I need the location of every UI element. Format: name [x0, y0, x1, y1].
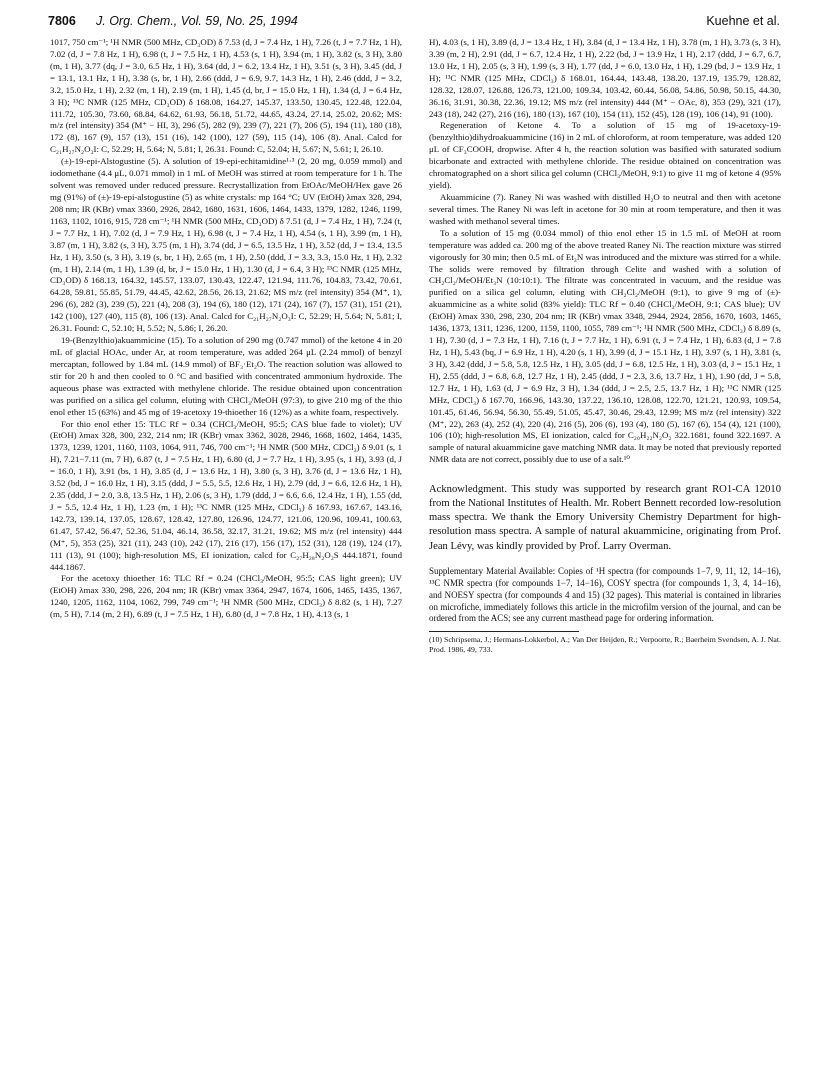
acknowledgment: Acknowledgment. This study was supported by research grant RO1-CA 12010 from the National Institutes of Health. Mr. Robert Bennett recorded low-resolution mass spectra. We thank the Emory University Chemistry Department for high-resolution mass spectra. A sample of natural akuammicine, originating from Prof. Jean Lévy, was kindly provided by Prof. Larry Overman. — [429, 484, 781, 552]
supplementary-material: Supplementary Material Available: Copies of ¹H spectra (for compounds 1−7, 9, 11, 12, 14−16), ¹³C NMR spectra (for compounds 1−7, 14−16), COSY spectra (for compounds 1, 3, 4, 14−16), and NOESY spectra (for compounds 4 and 15) (32 pages). This material is contained in libraries on microfiche, immediately follows this article in the microfilm version of the journal, and can be ordered from the ACS; see any current masthead page for ordering information. — [429, 565, 781, 624]
paragraph: 19-(Benzylthio)akuammicine (15). To a solution of 290 mg (0.747 mmol) of the ketone 4 in 20 mL of glacial HOAc, under Ar, at room temperature, was added 264 μL (2.24 mmol) of benzyl mercaptan, followed by 1.84 mL (14.9 mmol) of BF₃·Et₂O. The reaction solution was allowed to stir for 20 h and then cooled to 0 °C and basified with concentrated ammonium hydroxide. The aqueous phase was extracted with methylene chloride. The residue obtained upon concentration was purified on a silica gel column, eluting with CHCl₃/MeOH (97:3), to give 210 mg of the thio enol ether 15 (63%) and 45 mg of 19-acetoxy 19-thioether 16 (12%) as a white foam, respectively. — [50, 335, 402, 417]
paragraph: 1017, 750 cm⁻¹; ¹H NMR (500 MHz, CD₃OD) δ 7.53 (d, J = 7.4 Hz, 1 H), 7.26 (t, J = 7.7 Hz, 1 H), 7.02 (d, J = 7.8 Hz, 1 H), 6.98 (t, J = 7.5 Hz, 1 H), 4.53 (s, 1 H), 3.94 (m, 1 H), 3.82 (s, 3 H), 3.80 (m, 1 H), 3.77 (dq, J = 3.0, 6.5 Hz, 1 H), 3.64 (dd, J = 6.2, 13.4 Hz, 1 H), 3.51 (s, 3 H), 3.45 (dd, J = 13.1, 13.1 Hz, 1 H), 3.38 (s, br, 1 H), 2.66 (ddd, J = 6.9, 9.7, 14.3 Hz, 1 H), 2.46 (ddd, J = 3.2, 3.2, 15.0 Hz, 1 H), 2.32 (m, 1 H), 2.19 (m, 1 H), 1.45 (d, br, J = 15.0 Hz, 1 H), 1.34 (d, J = 6.4 Hz, 3 H); ¹³C NMR (125 MHz, CD₃OD) δ 168.08, 164.27, 145.37, 133.50, 130.45, 122.48, 122.04, 111.72, 105.30, 73.60, 68.84, 64.62, 61.93, 56.18, 51.72, 44.65, 43.24, 27.14, 25.02, 20.62; MS: m/z (rel intensity) 354 (M⁺ − HI, 3), 296 (5), 282 (9), 239 (7), 221 (7), 206 (5), 194 (11), 180 (18), 172 (8), 167 (9), 157 (13), 151 (16), 142 (100), 127 (59), 115 (14), 106 (8). Anal. Calcd for C₂₁H₂₇N₂O₃I: C, 52.29; H, 5.64; N, 5.81; I, 26.31. Found: C, 52.04; H, 5.67; N, 5.61; I, 26.10. — [50, 37, 402, 155]
footnote-divider — [429, 631, 579, 632]
left-column — [50, 37, 402, 621]
paragraph: (±)-19-epi-Alstogustine (5). A solution of 19-epi-echitamidine¹·³ (2, 20 mg, 0.059 mmol) and iodomethane (4.4 μL, 0.071 mmol) in 1 mL of MeOH was stirred at room temperature for 1 h. The solvent was removed under reduced pressure. Recrystallization from EtOAc/MeOH/Hex gave 26 mg (91%) of (±)-19-epi-alstogustine (5) as white crystals: mp 164 °C; UV (EtOH) λmax 328, 294, 208 nm; IR (KBr) νmax 3360, 2926, 2842, 1680, 1631, 1606, 1464, 1433, 1379, 1282, 1246, 1199, 1163, 1102, 1016, 915, 728 cm⁻¹; ¹H NMR (500 MHz, CD₃OD) δ 7.51 (d, J = 7.4 Hz, 1 H), 7.24 (t, J = 7.7 Hz, 1 H), 7.02 (d, J = 7.9 Hz, 1 H), 6.98 (t, J = 7.4 Hz, 1 H), 4.54 (s, 1 H), 3.99 (m, 1 H), 3.87 (m, 1 H), 3.82 (s, 3 H), 3.75 (m, 1 H), 3.74 (dd, J = 6.5, 13.5 Hz, 1 H), 3.52 (dd, J = 13.4, 13.5 Hz, 1 H), 3.50 (s, 3 H), 3.19 (s, br, 1 H), 2.65 (m, 1 H), 2.50 (ddd, J = 3.3, 3.3, 15.0 Hz, 1 H), 2.32 (m, 1 H), 2.14 (m, 1 H), 1.39 (d, br, J = 15.0 Hz, 1 H), 1.30 (d, J = 6.4, 3 H); ¹³C NMR (125 MHz, CD₃OD) δ 168.13, 164.32, 145.57, 133.07, 130.43, 122.47, 121.94, 111.76, 104.83, 73.42, 70.61, 64.28, 59.81, 55.85, 51.79, 44.45, 42.62, 28.56, 26.13, 21.62; MS m/z (rel intensity) 354 (M⁺, 1), 296 (6), 282 (3), 239 (5), 221 (4), 208 (3), 194 (6), 180 (12), 171 (24), 167 (7), 157 (31), 151 (21), 142 (100), 127 (40), 115 (8), 106 (13). Anal. Calcd for C₂₁H₂₇N₂O₃I: C, 52.29; H, 5.64; N, 5.81; I, 26.31. Found: C, 52.10; H, 5.52; N, 5.86; I, 26.20. — [50, 156, 402, 334]
paragraph: For thio enol ether 15: TLC Rf = 0.34 (CHCl₃/MeOH, 95:5; CAS blue fade to violet); UV (EtOH) λmax 328, 300, 232, 214 nm; IR (KBr) νmax 3362, 3028, 2946, 1668, 1602, 1464, 1435, 1373, 1239, 1201, 1160, 1103, 1064, 911, 746, 700 cm⁻¹; ¹H NMR (500 MHz, CDCl₃) δ 9.01 (s, 1 H), 7.21−7.11 (m, 7 H), 6.87 (t, J = 7.5 Hz, 1 H), 6.80 (d, J = 7.7 Hz, 1 H), 3.95 (s, 1 H), 3.93 (d, J = 16.0, 1 H), 3.91 (bs, 1 H), 3.85 (d, J = 13.6 Hz, 1 H), 3.80 (s, 3 H), 3.76 (d, J = 13.6 Hz, 1 H), 3.52 (bd, J = 16.0 Hz, 1 H), 3.15 (ddd, J = 5.5, 5.5, 12.6 Hz, 1 H), 2.79 (dd, J = 6.6, 12.6 Hz, 1 H), 2.35 (ddd, J = 2.0, 3.8, 13.5 Hz, 1 H), 2.06 (s, 3 H), 1.79 (ddd, J = 6.6, 6.6, 12.4 Hz, 1 H), 1.55 (dd, J = 5.5, 12.4 Hz, 1 H), 1.23 (m, 1 H); ¹³C NMR (125 MHz, CDCl₃) δ 167.93, 167.67, 143.16, 142.73, 139.14, 137.05, 128.67, 128.42, 127.80, 126.96, 124.77, 121.06, 120.96, 109.41, 100.63, 61.47, 57.42, 56.47, 52.36, 51.04, 46.14, 36.58, 32.17, 31.21, 19.62; MS m/z (rel intensity) 444 (M⁺, 5), 353 (25), 321 (11), 243 (10), 242 (17), 216 (17), 156 (17), 152 (31), 128 (19), 124 (17), 111 (13), 91 (100); high-resolution MS, EI ionization, calcd for C₂₇H₂₈N₂O₂S 444.1871, found 444.1867. — [50, 418, 402, 572]
page-number: 7806 — [48, 14, 76, 28]
running-authors: Kuehne et al. — [706, 14, 780, 28]
paragraph: H), 4.03 (s, 1 H), 3.89 (d, J = 13.4 Hz, 1 H), 3.84 (d, J = 13.4 Hz, 1 H), 3.78 (m, 1 H), 3.73 (s, 3 H), 3.39 (m, 2 H), 2.91 (dd, J = 6.7, 12.4 Hz, 1 H), 2.22 (bd, J = 13.9 Hz, 1 H), 2.17 (ddd, J = 6.7, 6.7, 13.0 Hz, 1 H), 2.05 (s, 3 H), 1.99 (s, 3 H), 1.77 (dd, J = 6.0, 13.0 Hz, 1 H), 1.29 (bd, J = 13.9 Hz, 1 H); ¹³C NMR (125 MHz, CDCl₃) δ 168.01, 164.44, 143.48, 138.20, 137.19, 135.79, 128.82, 128.32, 128.07, 126.88, 126.73, 121.00, 109.34, 103.42, 60.44, 56.08, 54.86, 50.98, 50.15, 44.30, 36.16, 31.91, 30.38, 22.36, 19.12; MS m/z (rel intensity) 444 (M⁺ − OAc, 8), 353 (29), 321 (17), 243 (18), 242 (27), 216 (16), 180 (13), 167 (10), 154 (11), 152 (45), 128 (19), 106 (14), 91 (100). — [429, 37, 781, 119]
right-column — [429, 37, 781, 655]
paragraph: For the acetoxy thioether 16: TLC Rf = 0.24 (CHCl₃/MeOH, 95:5; CAS light green); UV (EtOH) λmax 330, 298, 226, 204 nm; IR (KBr) νmax 3364, 2947, 1674, 1606, 1465, 1435, 1367, 1240, 1205, 1162, 1104, 1062, 799, 749 cm⁻¹; ¹H NMR (500 MHz, CDCl₃) δ 8.82 (s, 1 H), 7.27 (m, 5 H), 7.14 (m, 2 H), 6.89 (t, J = 7.5 Hz, 1 H), 6.80 (d, J = 7.8 Hz, 1 H), 4.13 (s, 1 — [50, 573, 402, 620]
paragraph: Regeneration of Ketone 4. To a solution of 15 mg of 19-acetoxy-19-(benzylthio)dihydroakuammicine (16) in 2 mL of chloroform, at room temperature, was added 120 μL of CF₃COOH, dropwise. After 4 h, the reaction solution was basified with saturated sodium bicarbonate and extracted with methylene chloride. The residue obtained on concentration was chromatographed on a short silica gel column (CHCl₃/MeOH, 9:1) to give 11 mg of ketone 4 (95% yield). — [429, 120, 781, 191]
footnote-reference: (10) Schripsema, J.; Hermans-Lokkerbol, A.; Van Der Heijden, R.; Verpoorte, R.; Baerheim Svendsen, A. J. Nat. Prod. 1986, 49, 733. — [429, 635, 781, 655]
paragraph: Akuammicine (7). Raney Ni was washed with distilled H₂O to neutral and then with acetone several times. The Raney Ni was left in acetone for 30 min at room temperature, and then it was washed with methanol several times. — [429, 191, 781, 226]
journal-citation: J. Org. Chem., Vol. 59, No. 25, 1994 — [96, 14, 298, 28]
page-header — [48, 14, 780, 32]
paragraph: To a solution of 15 mg (0.034 mmol) of thio enol ether 15 in 1.5 mL of MeOH at room temperature was added ca. 200 mg of the above treated Raney Ni. The reaction mixture was stirred vigorously for 30 min; then 0.5 mL of Et₃N was introduced and the mixture was stirred for a while. The solids were removed by filtration through Celite and washed with a solution of CH₂Cl₂/MeOH/Et₃N (10:10:1). The filtrate was concentrated in vacuum, and the residue was purified on a silica gel column, eluting with CH₂Cl₂/MeOH (9:1), to give 9 mg of (±)-akuammicine as a white solid (83% yield): TLC Rf = 0.40 (CHCl₃/MeOH, 9:1; CAS blue); UV (EtOH) λmax 330, 298, 230, 204 nm; IR (KBr) νmax 3348, 2944, 2924, 2856, 1670, 1603, 1465, 1436, 1373, 1311, 1236, 1200, 1159, 1100, 1055, 789 cm⁻¹; ¹H NMR (500 MHz, CDCl₃) δ 8.89 (s, 1 H), 7.30 (d, J = 7.3 Hz, 1 H), 7.16 (t, J = 7.7 Hz, 1 H), 6.91 (t, J = 7.4 Hz, 1 H), 6.83 (d, J = 7.8 Hz, 1 H), 5.43 (bq, J = 6.9 Hz, 1 H), 4.20 (s, 1 H), 3.99 (d, J = 15.1 Hz, 1 H), 3.97 (s, 1 H), 3.81 (s, 3 H), 3.42 (ddd, J = 5.8, 5.8, 12.5 Hz, 1 H), 3.05 (dd, J = 6.8, 12.5 Hz, 1 H), 3.03 (d, J = 15.1 Hz, 1 H), 2.55 (ddd, J = 6.8, 6.8, 12.7 Hz, 1 H), 2.45 (ddd, J = 2.3, 3.6, 13.7 Hz, 1 H), 1.90 (dd, J = 5.8, 12.7 Hz, 1 H), 1.63 (d, J = 6.9 Hz, 3 H), 1.34 (ddd, J = 2.5, 2.5, 13.7 Hz, 1 H); ¹³C NMR (125 MHz, CDCl₃) δ 167.70, 166.96, 143.30, 137.22, 136.10, 128.08, 122.70, 121.21, 120.93, 109.54, 101.45, 61.46, 56.94, 56.30, 55.49, 51.05, 45.47, 30.46, 29.43, 12.99; MS m/z (rel intensity) 322 (M⁺, 22), 263 (4), 252 (4), 220 (4), 216 (5), 206 (6), 193 (4), 180 (5), 167 (6), 154 (4), 121 (100), 106 (10); high-resolution MS, EI ionization, calcd for C₂₀H₂₂N₂O₂ 322.1681, found 322.1697. A sample of natural akuammicine gave matching NMR data. It may be noted that previously reported NMR data are not correct, possibly due to use of a salt.¹⁰ — [429, 227, 781, 465]
